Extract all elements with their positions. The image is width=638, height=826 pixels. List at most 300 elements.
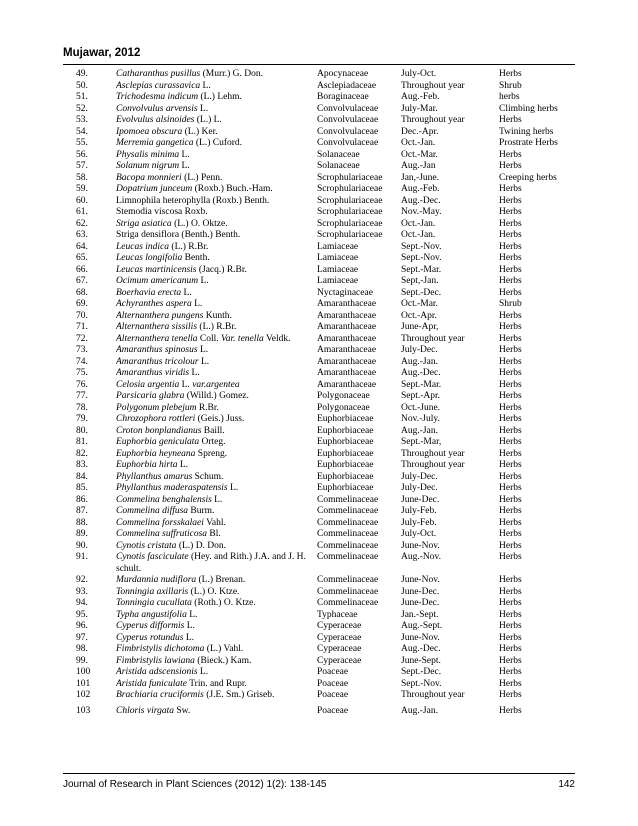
flowering-period: Throughout year [401,690,465,700]
row-number: 81. [76,437,88,447]
page-number: 142 [558,779,575,790]
table-row [68,598,576,610]
family-name: Amaranthaceae [317,299,377,309]
species-name-part: L. [191,299,203,309]
habit: Herbs [499,161,522,171]
habit: Herbs [499,207,522,217]
family-name: Euphorbiaceae [317,437,374,447]
habit: Herbs [499,678,522,689]
species-name [116,184,317,196]
species-name [116,552,317,575]
species-name-italic-part: Brachiaria cruciformis [116,690,204,700]
species-name [116,150,317,162]
habit: Herbs [499,621,522,631]
habit: Twining herbs [499,126,554,137]
family-name: Lamiaceae [317,264,359,275]
family-name: Cyperaceae [317,644,362,654]
habit: Herbs [499,345,522,355]
species-name-part: Burm. [188,506,215,516]
row-number: 96. [76,621,88,631]
flowering-period: July-Feb. [401,517,437,528]
species-name-italic-part: Trichodesma indicum [116,92,199,102]
row-number: 89. [76,529,88,539]
species-name-italic-part: Phyllanthus maderaspatensis [116,483,228,493]
family-name: Convolvulaceae [317,103,379,114]
table-row [68,265,576,277]
family-name: Convolvulaceae [317,115,379,125]
species-name-italic-part: Alternanthera pungens [116,310,204,321]
habit: Shrub [499,80,522,91]
species-name-part: L. [184,621,195,631]
species-name [116,483,317,495]
row-number: 83. [76,460,88,470]
family-name: Amaranthaceae [317,356,377,367]
species-name-italic-part: Convolvulus arvensis [116,103,198,114]
family-name: Commelinaceae [317,552,379,562]
row-number: 92. [76,575,88,585]
species-name-italic-part: Amaranthus spinosus [116,345,198,355]
habit: Herbs [499,690,522,700]
species-name-part: (Willd.) Gomez. [184,391,249,401]
flowering-period: Sept.-Mar. [401,379,442,390]
species-name [116,380,317,392]
species-name-italic-part: Bacopa monnieri [116,172,182,183]
flowering-period: Oct.-Jan. [401,230,436,240]
species-name [116,426,317,438]
table-row [68,161,576,173]
species-name [116,230,317,242]
species-name-italic-part: Celosia argentia [116,379,180,390]
family-name: Nyctaginaceae [317,287,373,298]
flowering-period: Oct.-Jan. [401,218,436,229]
row-number: 80. [76,425,88,436]
species-name [116,173,317,185]
species-name-part: Limnophila heterophylla (Roxb.) Benth. [116,195,270,206]
species-name-part: (L.) O. Ktze. [188,586,240,597]
table-row [68,403,576,415]
table-row [68,518,576,530]
flowering-period: Sept.-Nov. [401,253,442,263]
table-row [68,495,576,507]
species-name-italic-part: Cynotis cristata [116,540,177,551]
row-number: 74. [76,356,88,367]
species-name-italic-part: Fimbristylis lawiana [116,655,195,666]
species-name-part: L. [197,103,209,114]
species-name-italic-part: Commelina benghalensis [116,494,212,505]
table-row [68,679,576,691]
row-number: 51. [76,92,88,102]
row-number: 79. [76,414,88,424]
species-name-part: (L.) Cuford. [193,138,243,148]
species-name-italic-part: var.argentea [192,379,240,390]
species-name-part: L. [181,287,192,298]
species-name [116,253,317,265]
row-number: 67. [76,276,88,286]
flowering-period: July-Oct. [401,69,437,79]
species-name-part: Veldk. [263,333,291,344]
footer-rule [63,773,575,774]
family-name: Amaranthaceae [317,333,377,344]
species-name [116,667,317,679]
species-name [116,391,317,403]
habit: Herbs [499,402,522,413]
species-name-part: (L.) Lehm. [198,92,242,102]
table-row [68,207,576,219]
table-row [68,541,576,553]
species-name-italic-part: Alternanthera tenella [116,333,198,344]
table-row [68,690,576,702]
species-name [116,690,317,702]
species-name-italic-part: Alternanthera sissilis [116,322,198,332]
species-name [116,679,317,691]
species-name-part: (L.) L. [194,115,222,125]
habit: herbs [499,92,520,102]
row-number: 55. [76,138,88,148]
species-name-italic-part: Euphorbia heyneana [116,448,196,459]
species-name [116,460,317,472]
species-name-part: L. [198,356,210,367]
habit: Herbs [499,632,522,643]
table-row [68,449,576,461]
species-name-part: L. [197,345,209,355]
habit: Herbs [499,425,522,436]
species-name-italic-part: Amaranthus tricolour [116,356,199,367]
table-row [68,150,576,162]
row-number: 56. [76,149,88,160]
habit: Herbs [499,667,522,677]
table-row [68,587,576,599]
row-number: 100 [76,667,91,677]
family-name: Commelinaceae [317,506,379,516]
flowering-period: Aug.-Dec. [401,368,441,378]
table-row [68,173,576,185]
family-name: Scrophulariaceae [317,207,383,217]
species-name-part: Sw. [173,705,191,716]
species-name [116,598,317,610]
species-name-part: (J.E. Sm.) Griseb. [203,690,275,700]
flowering-period: July-Dec. [401,483,438,493]
habit: Herbs [499,264,522,275]
species-name-italic-part: Cyperus difformis [116,621,185,631]
species-name-italic-part: Euphorbia geniculata [116,437,200,447]
species-name-italic-part: Chloris virgata [116,705,174,716]
flowering-period: Throughout year [401,333,465,344]
species-name-part: (Hey. and Rith.) J.A. and J. H. schult. [116,552,306,574]
species-name-italic-part: Croton bonplandianus [116,425,202,436]
family-name: Amaranthaceae [317,322,377,332]
species-name [116,587,317,599]
family-name: Lamiaceae [317,241,359,252]
family-name: Boraginaceae [317,92,369,102]
habit: Herbs [499,414,522,424]
habit: Herbs [499,391,522,401]
row-number: 76. [76,379,88,390]
table-row [68,311,576,323]
habit: Herbs [499,195,522,206]
species-name-part: (L.) R.Br. [169,241,209,252]
species-name [116,449,317,461]
habit: Herbs [499,437,522,447]
habit: Herbs [499,529,522,539]
row-number: 72. [76,333,88,344]
species-name [116,368,317,380]
row-number: 49. [76,69,88,79]
flowering-period: June-Dec. [401,586,440,597]
row-number: 54. [76,126,88,137]
flowering-period: July-Dec. [401,345,438,355]
species-name-italic-part: Cyperus rotundus [116,632,184,643]
family-name: Amaranthaceae [317,379,377,390]
habit: Herbs [499,483,522,493]
row-number: 64. [76,241,88,252]
species-name-part: (Roth.) O. Ktze. [191,598,256,608]
family-name: Poaceae [317,667,349,677]
habit: Herbs [499,115,522,125]
species-name [116,276,317,288]
flowering-period: Throughout year [401,448,465,459]
species-name-part: (L.) O. Oktze. [171,218,228,229]
species-name-part: L. [198,276,209,286]
row-number: 84. [76,471,88,482]
species-name-part: L. [227,483,239,493]
species-name [116,322,317,334]
habit: Shrub [499,299,522,309]
family-name: Euphorbiaceae [317,425,374,436]
table-row [68,81,576,93]
species-name [116,207,317,219]
table-row [68,380,576,392]
species-name [116,414,317,426]
species-name-part: (L.) D. Don. [176,540,227,551]
journal-citation: Journal of Research in Plant Sciences (2012) 1(2): 138-145 [63,779,327,790]
flowering-period: July-Dec. [401,471,438,482]
row-number: 90. [76,540,88,551]
flowering-period: July-Mar. [401,103,438,114]
species-name-part: (Geis.) Juss. [195,414,245,424]
habit: Herbs [499,333,522,344]
row-number: 82. [76,448,88,459]
species-name-italic-part: Aristida funiculate [116,678,187,689]
row-number: 95. [76,609,88,620]
species-name [116,702,317,718]
species-name [116,345,317,357]
flowering-period: Sept,-Jan. [401,276,439,286]
row-number: 85. [76,483,88,493]
table-row [68,104,576,116]
table-row [68,437,576,449]
table-row [68,92,576,104]
habit: Herbs [499,276,522,286]
habit: Herbs [499,448,522,459]
species-name-part: L. [179,379,193,390]
species-name-italic-part: Ipomoea obscura [116,126,183,137]
family-name: Cyperaceae [317,655,362,666]
row-number: 99. [76,655,88,666]
flowering-period: Sept.-Dec. [401,287,442,298]
family-name: Commelinaceae [317,575,379,585]
flowering-period: Throughout year [401,115,465,125]
habit: Herbs [499,253,522,263]
table-row [68,621,576,633]
flowering-period: Aug.-Feb. [401,92,440,102]
flowering-period: Oct.-Jan. [401,138,436,148]
species-name [116,610,317,622]
row-number: 63. [76,230,88,240]
table-row [68,184,576,196]
species-name-part: L. [200,80,211,91]
species-name-part: L. [177,460,189,470]
species-name [116,288,317,300]
row-number: 73. [76,345,88,355]
family-name: Commelinaceae [317,540,379,551]
table-row [68,230,576,242]
family-name: Amaranthaceae [317,368,377,378]
species-name [116,265,317,277]
habit: Herbs [499,241,522,252]
flowering-period: Sept.-Nov. [401,241,442,252]
table-row [68,506,576,518]
species-name-part: (L.) Penn. [181,172,223,183]
table-row [68,391,576,403]
species-name-part: (Murr.) G. Don. [200,69,264,79]
table-row [68,69,576,81]
flowering-period: Throughout year [401,80,465,91]
row-number: 62. [76,218,88,229]
table-row [68,276,576,288]
header-rule [63,64,575,65]
species-name-italic-part: Var. tenella [221,333,264,344]
flowering-period: July-Oct. [401,529,437,539]
habit: Herbs [499,310,522,321]
family-name: Poaceae [317,678,349,689]
habit: Herbs [499,705,522,716]
species-name-part: Trin. and Rupr. [186,678,247,689]
row-number: 70. [76,310,88,321]
family-name: Euphorbiaceae [317,471,374,482]
species-name-part: (Bieck.) Kam. [194,655,252,666]
species-name-italic-part: Leucas martinicensis [116,264,197,275]
row-number: 50. [76,80,88,91]
table-row [68,656,576,668]
species-name [116,104,317,116]
family-name: Amaranthaceae [317,310,377,321]
flowering-period: Nov.-July. [401,414,440,424]
flowering-period: Jan.-Sept. [401,609,439,620]
flowering-period: Sept.-Nov. [401,678,442,689]
species-name [116,621,317,633]
habit: Herbs [499,552,522,562]
row-number: 71. [76,322,88,332]
species-name [116,437,317,449]
species-name-part: Kunth. [203,310,232,321]
species-name [116,541,317,553]
species-name-part: (L.) Ker. [182,126,218,137]
row-number: 98. [76,644,88,654]
family-name: Scrophulariaceae [317,230,383,240]
family-name: Solanaceae [317,149,360,160]
family-name: Commelinaceae [317,586,379,597]
species-name-part: L. [179,149,190,160]
flowering-period: Oct.-June. [401,402,441,413]
habit: Herbs [499,230,522,240]
flowering-period: June-Nov. [401,540,440,551]
species-name-part: Orteg. [199,437,226,447]
row-number: 102 [76,690,91,700]
species-name [116,472,317,484]
family-name: Typhaceae [317,609,358,620]
family-name: Poaceae [317,690,349,700]
species-name-italic-part: Striga asiatica [116,218,172,229]
row-number: 58. [76,172,88,183]
species-name-part: (L.) R.Br. [197,322,237,332]
table-row [68,345,576,357]
table-row [68,253,576,265]
species-name-italic-part: Polygonum plebejum [116,402,197,413]
flowering-period: Sept.-Mar. [401,264,442,275]
family-name: Scrophulariaceae [317,184,383,194]
row-number: 69. [76,299,88,309]
species-name [116,518,317,530]
habit: Herbs [499,460,522,470]
species-name-italic-part: Aristida adscensionis [116,667,198,677]
table-row [68,529,576,541]
species-name-italic-part: Solanum nigrum [116,161,180,171]
table-row [68,575,576,587]
flowering-period: Oct.-Apr. [401,310,437,321]
habit: Herbs [499,609,522,620]
habit: Herbs [499,655,522,666]
table-row [68,322,576,334]
habit: Herbs [499,218,522,229]
species-name [116,161,317,173]
species-name [116,81,317,93]
species-name-italic-part: Leucas longifolia [116,253,183,263]
species-name [116,196,317,208]
habit: Herbs [499,356,522,367]
table-row [68,460,576,472]
family-name: Asclepiadaceae [317,80,377,91]
table-row [68,472,576,484]
species-name [116,242,317,254]
row-number: 59. [76,184,88,194]
species-name-part: L. [179,161,190,171]
species-name-part: Benth. [182,253,210,263]
flowering-period: Aug.-Jan. [401,425,438,436]
family-name: Polygonaceae [317,391,370,401]
species-name-italic-part: Fimbristylis dichotoma [116,644,205,654]
species-name [116,69,317,81]
species-name-italic-part: Commelina diffusa [116,506,189,516]
family-name: Convolvulaceae [317,138,379,148]
habit: Herbs [499,586,522,597]
species-name-italic-part: Catharanthus pusillus [116,69,201,79]
row-number: 75. [76,368,88,378]
family-name: Commelinaceae [317,598,379,608]
species-name-italic-part: Cynotis fasciculate [116,552,189,562]
species-name-italic-part: Euphorbia hirta [116,460,178,470]
flowering-period: Dec.-Apr. [401,126,439,137]
species-name-part: (Roxb.) Buch.-Ham. [192,184,273,194]
table-row [68,610,576,622]
table-row [68,219,576,231]
species-name-part: L. [211,494,223,505]
habit: Herbs [499,517,522,528]
species-name [116,334,317,346]
family-name: Poaceae [317,705,349,716]
flowering-period: Aug.-Dec. [401,644,441,654]
flowering-period: Sept.-Dec. [401,667,442,677]
flowering-period: June-Sept. [401,655,441,666]
